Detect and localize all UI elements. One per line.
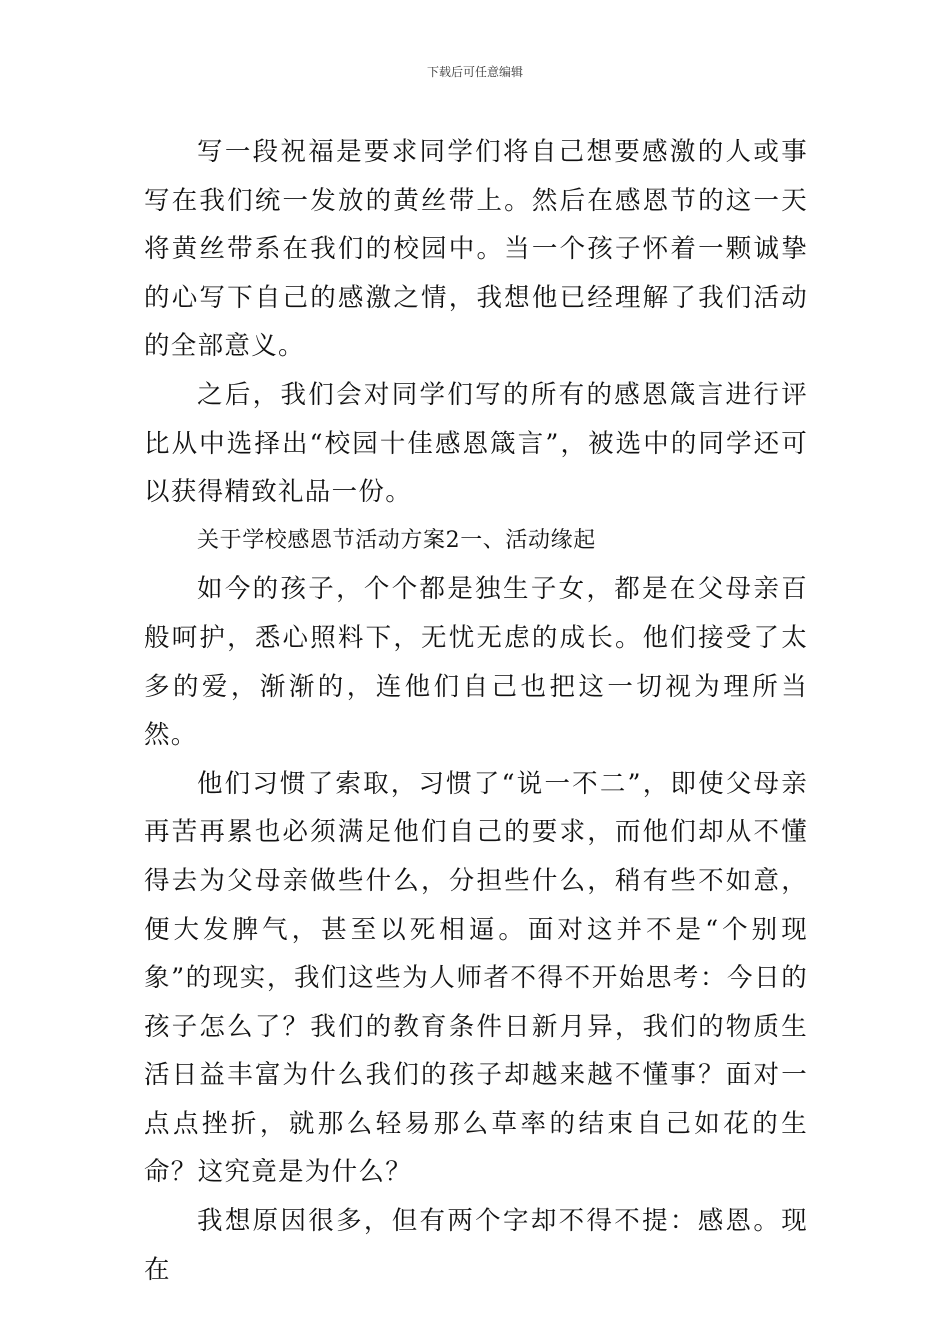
paragraph-blessing: 写一段祝福是要求同学们将自己想要感激的人或事写在我们统一发放的黄丝带上。然后在感恩节的这一天将黄丝带系在我们的校园中。当一个孩子怀着一颗诚挚的心写下自己的感激之情，我想他已经理解了我们活动的全部意义。 xyxy=(144,137,808,362)
paragraph-children: 如今的孩子，个个都是独生子女，都是在父母亲百般呵护，悉心照料下，无忧无虑的成长。他们接受了太多的爱，渐渐的，连他们自己也把这一切视为理所当然。 xyxy=(144,574,808,751)
paragraph-habits: 他们习惯了索取，习惯了“说一不二”，即使父母亲再苦再累也必须满足他们自己的要求，而他们却从不懂得去为父母亲做些什么，分担些什么，稍有些不如意，便大发脾气，甚至以死相逼。面对这并不是“个别现象”的现实，我们这些为人师者不得不开始思考：今日的孩子怎么了？我们的教育条件日新月异，我们的物质生活日益丰富为什么我们的孩子却越来越不懂事？面对一点点挫折，就那么轻易那么草率的结束自己如花的生命？这究竟是为什么？ xyxy=(144,768,808,1188)
document-body xyxy=(144,128,808,1294)
page-header: 下载后可任意编辑 xyxy=(426,65,523,79)
paragraph-evaluation: 之后，我们会对同学们写的所有的感恩箴言进行评比从中选择出“校园十佳感恩箴言”，被选中的同学还可以获得精致礼品一份。 xyxy=(144,379,808,508)
section-heading: 关于学校感恩节活动方案2一、活动缘起 xyxy=(197,527,596,553)
paragraph-reason: 我想原因很多，但有两个字却不得不提：感恩。现在 xyxy=(144,1206,808,1285)
